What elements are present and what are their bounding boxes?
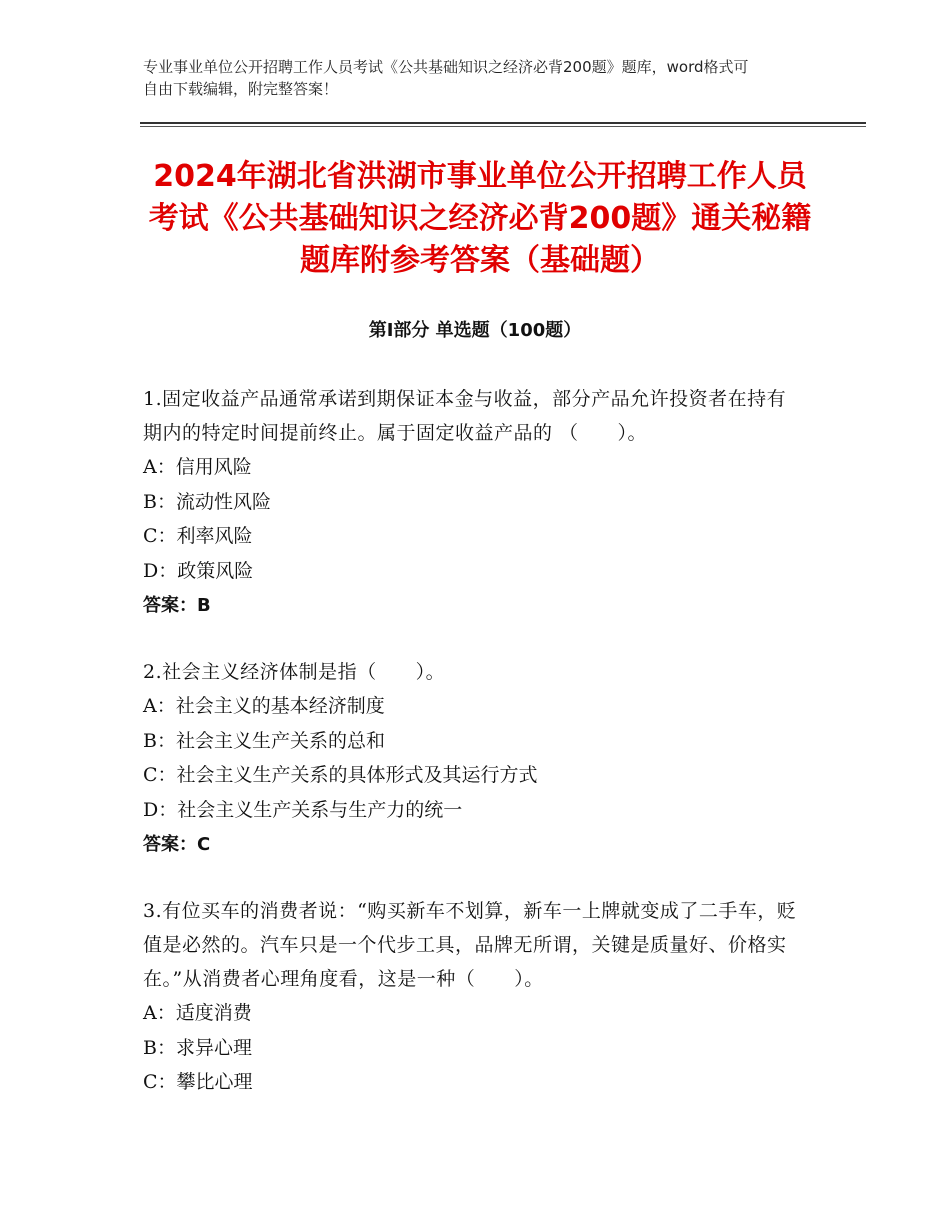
header-divider-thin xyxy=(140,126,866,127)
header-note: 专业事业单位公开招聘工作人员考试《公共基础知识之经济必背200题》题库，word格式可自由下载编辑，附完整答案！ xyxy=(143,58,749,98)
question-text: 2.社会主义经济体制是指（ ）。 xyxy=(143,661,446,683)
option-b: B：流动性风险 xyxy=(143,490,271,513)
document-title: 2024年湖北省洪湖市事业单位公开招聘工作人员考试《公共基础知识之经济必背200题》通关秘籍题库附参考答案（基础题） xyxy=(148,159,812,278)
question-2 xyxy=(143,655,803,863)
option-a: A：适度消费 xyxy=(143,1002,252,1024)
option-d: D：政策风险 xyxy=(143,559,254,582)
section-title: 第Ⅰ部分 单选题（100题） xyxy=(368,320,582,341)
option-a: A：社会主义的基本经济制度 xyxy=(143,695,385,717)
question-list xyxy=(143,382,803,1131)
question-text: 3.有位买车的消费者说：“购买新车不划算，新车一上牌就变成了二手车，贬值是必然的。汽车只是一个代步工具，品牌无所谓，关键是质量好、价格实在。”从消费者心理角度看，这是一种（ ）。 xyxy=(143,900,797,990)
option-b: B：社会主义生产关系的总和 xyxy=(143,729,385,752)
question-1 xyxy=(143,382,803,624)
option-c: C：攀比心理 xyxy=(143,1071,253,1093)
option-b: B：求异心理 xyxy=(143,1036,252,1059)
question-3 xyxy=(143,894,803,1100)
option-c: C：利率风险 xyxy=(143,525,253,547)
answer: 答案：C xyxy=(143,834,211,855)
option-d: D：社会主义生产关系与生产力的统一 xyxy=(143,798,463,821)
header-divider xyxy=(140,122,866,124)
answer: 答案：B xyxy=(143,595,211,616)
question-text: 1.固定收益产品通常承诺到期保证本金与收益，部分产品允许投资者在持有期内的特定时间提前终止。属于固定收益产品的 （ ）。 xyxy=(143,388,787,444)
option-a: A：信用风险 xyxy=(143,456,252,478)
option-c: C：社会主义生产关系的具体形式及其运行方式 xyxy=(143,764,538,786)
